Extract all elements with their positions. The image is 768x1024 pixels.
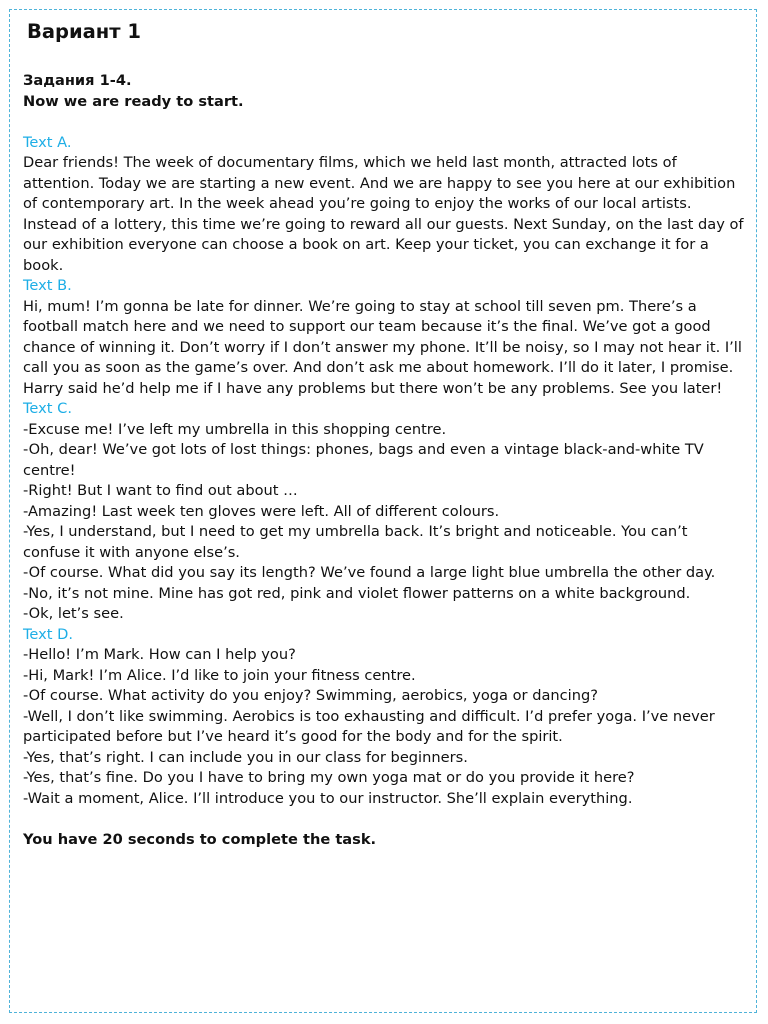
- texts-section: [23, 133, 745, 810]
- text-line: -Hi, Mark! I’m Alice. I’d like to join your fitness centre.: [23, 666, 416, 684]
- text-label: Text A.: [23, 133, 72, 151]
- text-section: [23, 133, 745, 277]
- task-heading: Задания 1-4.: [23, 72, 132, 89]
- text-line: Dear friends! The week of documentary films, which we held last month, attracted lots of attention. Today we are starting a new event. And we are happy to see you here at our exhibition of contemporary art. In the week ahead you’re going to enjoy the works of our local artists. Instead of a lottery, this time we’re going to reward all our guests. Next Sunday, on the last day of our exhibition everyone can choose a book on art. Keep your ticket, you can exchange it for a book.: [23, 154, 744, 274]
- text-line: -Wait a moment, Alice. I’ll introduce you to our instructor. She’ll explain everything.: [23, 789, 633, 807]
- text-line: -Of course. What did you say its length? We’ve found a large light blue umbrella the other day.: [23, 564, 716, 581]
- document-body: [23, 18, 745, 850]
- text-line: -Ok, let’s see.: [23, 605, 124, 622]
- text-section: [23, 399, 745, 625]
- text-line: -Yes, I understand, but I need to get my umbrella back. It’s bright and noticeable. You can’t confuse it with anyone else’s.: [23, 523, 688, 561]
- text-line: -Yes, that’s fine. Do you I have to bring my own yoga mat or do you provide it here?: [23, 769, 635, 786]
- text-line: Hi, mum! I’m gonna be late for dinner. We’re going to stay at school till seven pm. There’s a football match here and we need to support our team because it’s the final. We’ve got a good chance of winning it. Don’t worry if I don’t answer my phone. It’ll be noisy, so I may not hear it. I’ll call you as soon as the game’s over. And don’t ask me about homework. I’ll do it later, I promise. Harry said he’d help me if I have any problems but there won’t be any problems. See you later!: [23, 297, 742, 397]
- text-line: -No, it’s not mine. Mine has got red, pink and violet flower patterns on a white background.: [23, 584, 691, 602]
- text-line: -Yes, that’s right. I can include you in our class for beginners.: [23, 748, 468, 766]
- text-label: Text B.: [23, 277, 72, 294]
- text-line: -Oh, dear! We’ve got lots of lost things: phones, bags and even a vintage black-and-white TV centre!: [23, 441, 704, 479]
- text-line: -Right! But I want to find out about …: [23, 482, 298, 499]
- text-section: [23, 276, 745, 399]
- closing-text: You have 20 seconds to complete the task.: [23, 830, 377, 848]
- text-line: -Hello! I’m Mark. How can I help you?: [23, 646, 296, 663]
- text-section: [23, 625, 745, 810]
- page-title: Вариант 1: [27, 20, 141, 43]
- text-label: Text C.: [23, 400, 72, 417]
- text-line: -Excuse me! I’ve left my umbrella in this shopping centre.: [23, 420, 447, 438]
- text-line: -Of course. What activity do you enjoy? Swimming, aerobics, yoga or dancing?: [23, 687, 598, 704]
- intro-text: Now we are ready to start.: [23, 92, 244, 110]
- text-line: -Well, I don’t like swimming. Aerobics is too exhausting and difficult. I’d prefer yoga. I’ve never participated before but I’ve heard it’s good for the body and for the spirit.: [23, 707, 715, 745]
- text-line: -Amazing! Last week ten gloves were left. All of different colours.: [23, 502, 500, 520]
- text-label: Text D.: [23, 625, 74, 643]
